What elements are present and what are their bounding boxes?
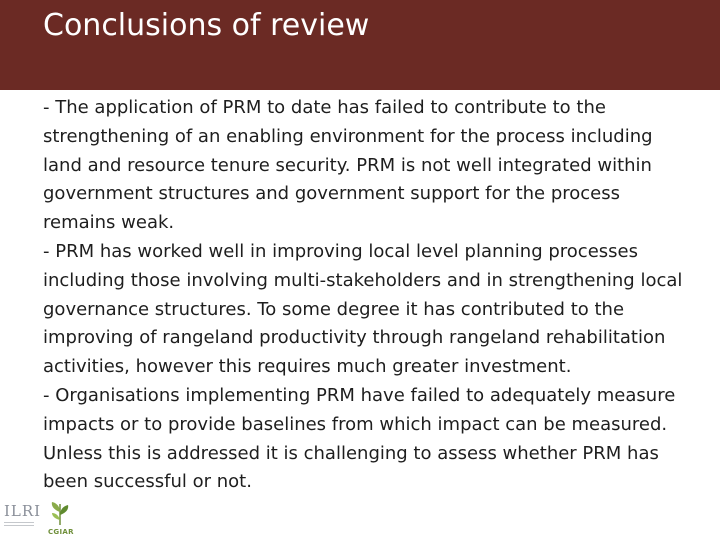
- footer-logos: [0, 494, 90, 540]
- ilri-logo: ILRI: [4, 502, 42, 520]
- slide-body: [43, 94, 688, 497]
- title-bar: [0, 0, 720, 90]
- conclusion-paragraph: - PRM has worked well in improving local level planning processes including those involving multi-stakeholders and in strengthening local governance structures. To some degree it has contributed to the improving of rangeland productivity through rangeland rehabilitation activities, however this requires much greater investment.: [43, 240, 683, 378]
- cgiar-leaf-icon: [48, 500, 72, 526]
- conclusion-paragraph: - Organisations implementing PRM have failed to adequately measure impacts or to provide baselines from which impact can be measured. Unless this is addressed it is challenging to assess whether PRM has been successful or not.: [43, 384, 676, 493]
- ilri-tagline-lines: [4, 522, 34, 528]
- conclusion-paragraph: - The application of PRM to date has failed to contribute to the strengthening of an enabling environment for the process including land and resource tenure security. PRM is not well integrated within government structures and government support for the process remains weak.: [43, 97, 653, 234]
- cgiar-logo-text: CGIAR: [48, 528, 74, 536]
- slide-title: Conclusions of review: [43, 8, 370, 43]
